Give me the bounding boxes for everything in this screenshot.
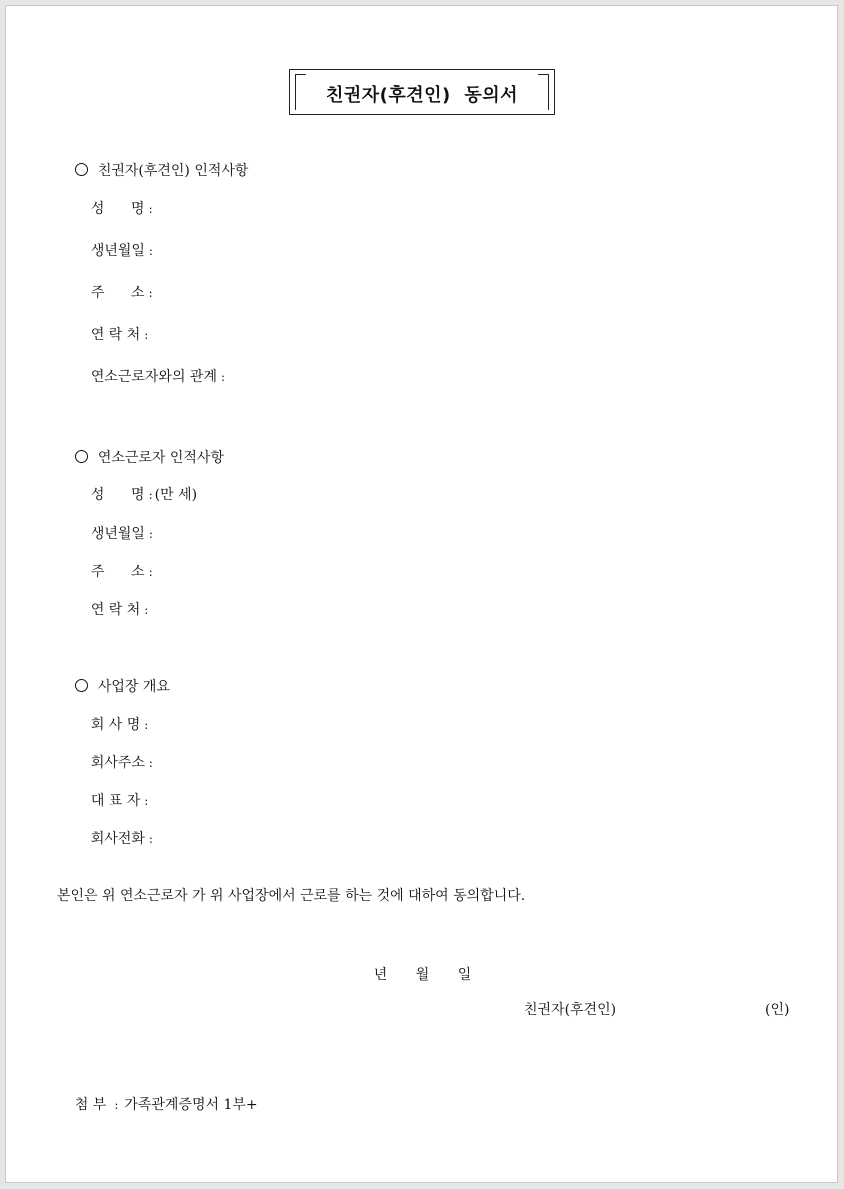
field-label: 회사주소	[90, 755, 145, 771]
attachment-line	[57, 1078, 258, 1132]
field-colon: :	[148, 756, 153, 770]
field-colon: :	[144, 794, 149, 808]
field-label: 회사전화	[90, 831, 145, 847]
signer-label: 친권자(후견인)	[524, 1002, 617, 1018]
field-label: 연소근로자와의 관계	[90, 369, 217, 385]
age-note: (만 세)	[154, 487, 198, 503]
field-label: 연 락 처	[90, 602, 141, 618]
field-colon: :	[220, 370, 226, 384]
circle-bullet-icon	[75, 679, 88, 692]
field-colon: :	[148, 488, 153, 502]
circle-bullet-icon	[75, 450, 88, 463]
field-colon: :	[148, 527, 153, 541]
field-colon: :	[148, 832, 153, 846]
field-label: 회 사 명	[90, 717, 141, 733]
field-label: 생년월일	[90, 243, 145, 259]
field-label: 주 소	[90, 285, 145, 301]
field-label: 성 명	[90, 201, 145, 217]
field-minor-contact	[73, 583, 148, 637]
document-title: 친권자(후견인) 동의서	[326, 85, 518, 106]
field-colon: :	[148, 286, 153, 300]
section-heading-text: 사업장 개요	[97, 679, 170, 695]
section-heading-text: 연소근로자 인적사항	[97, 450, 224, 466]
field-colon: :	[144, 328, 149, 342]
section-heading-text: 친권자(후견인) 인적사항	[97, 163, 249, 179]
seal-label: (인)	[765, 1002, 790, 1018]
field-colon: :	[148, 202, 153, 216]
field-label: 성 명	[90, 487, 145, 503]
field-company-phone	[73, 812, 153, 866]
field-colon: :	[144, 718, 149, 732]
attachment-label: 첨 부	[74, 1097, 107, 1113]
consent-statement: 본인은 위 연소근로자 가 위 사업장에서 근로를 하는 것에 대하여 동의합니다.	[57, 888, 526, 904]
field-label: 대 표 자	[90, 793, 141, 809]
field-label: 주 소	[90, 564, 145, 580]
field-colon: :	[144, 603, 149, 617]
circle-bullet-icon	[75, 163, 88, 176]
field-guardian-relationship	[73, 350, 225, 404]
field-colon: :	[148, 244, 153, 258]
field-colon: :	[148, 565, 153, 579]
date-line: 년 월 일	[373, 967, 472, 983]
field-label: 연 락 처	[90, 327, 141, 343]
attachment-colon: :	[114, 1098, 119, 1112]
field-label: 생년월일	[90, 526, 145, 542]
title-frame	[289, 69, 555, 115]
document-page	[5, 5, 838, 1183]
attachment-value: 가족관계증명서 1부+	[124, 1097, 258, 1113]
